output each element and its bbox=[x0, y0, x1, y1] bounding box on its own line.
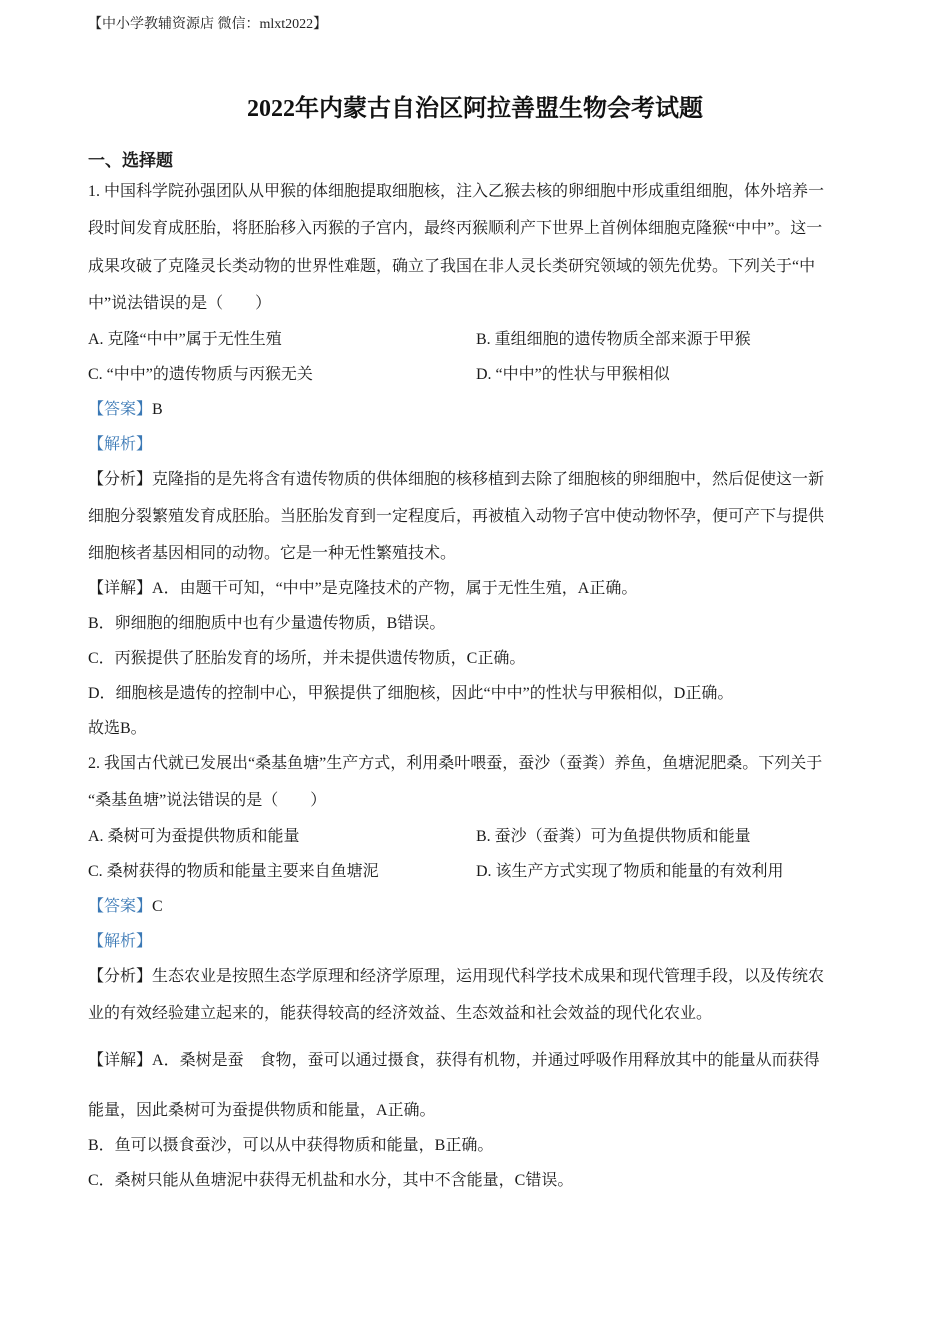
q2-xiangjie-line: C．桑树只能从鱼塘泥中获得无机盐和水分，其中不含能量，C错误。 bbox=[88, 1172, 574, 1189]
xiangjie-tag: 【详解】 bbox=[88, 1052, 153, 1069]
q2-stem-line: 2. 我国古代就已发展出“桑基鱼塘”生产方式，利用桑叶喂蚕，蚕沙（蚕粪）养鱼，鱼塘泥肥桑。下列关于 bbox=[88, 755, 823, 772]
q2-option-c: C. 桑树获得的物质和能量主要来自鱼塘泥 bbox=[88, 863, 379, 880]
q2-fenxi-line: 业的有效经验建立起来的，能获得较高的经济效益、生态效益和社会效益的现代化农业。 bbox=[88, 1005, 713, 1022]
header-note: 【中小学教辅资源店 微信：mlxt2022】 bbox=[88, 17, 328, 32]
q1-xiangjie-line bbox=[88, 578, 863, 600]
answer-tag: 【答案】 bbox=[88, 401, 153, 418]
q2-xiangjie-line bbox=[88, 1050, 863, 1072]
q1-stem-line: 段时间发育成胚胎，将胚胎移入丙猴的子宫内，最终丙猴顺利产下世界上首例体细胞克隆猴“中中”。这一 bbox=[88, 220, 823, 237]
q1-fenxi-line bbox=[88, 469, 863, 491]
answer-tag: 【答案】 bbox=[88, 898, 153, 915]
page-title: 2022年内蒙古自治区阿拉善盟生物会考试题 bbox=[247, 96, 703, 122]
fenxi-tag: 【分析】 bbox=[88, 968, 153, 985]
q2-option-b: B. 蚕沙（蚕粪）可为鱼提供物质和能量 bbox=[476, 828, 751, 845]
q1-xiangjie-line: D．细胞核是遗传的控制中心，甲猴提供了细胞核，因此“中中”的性状与甲猴相似，D正确。 bbox=[88, 685, 734, 702]
section-heading: 一、选择题 bbox=[88, 151, 173, 170]
q1-fenxi-line: 细胞分裂繁殖发育成胚胎。当胚胎发育到一定程度后，再被植入动物子宫中使动物怀孕，便可产下与提供 bbox=[88, 508, 825, 525]
q1-xiangjie-text: A．由题干可知，“中中”是克隆技术的产物，属于无性生殖，A正确。 bbox=[152, 580, 638, 597]
q1-answer-value: B bbox=[152, 401, 163, 418]
q1-option-c: C. “中中”的遗传物质与丙猴无关 bbox=[88, 366, 313, 383]
q1-analysis-tag bbox=[88, 434, 863, 456]
q2-xiangjie-text: A．桑树是蚕 食物，蚕可以通过摄食，获得有机物，并通过呼吸作用释放其中的能量从而获得 bbox=[152, 1052, 820, 1069]
q1-xiangjie-line: C．丙猴提供了胚胎发育的场所，并未提供遗传物质，C正确。 bbox=[88, 650, 526, 667]
q1-fenxi-text: 克隆指的是先将含有遗传物质的供体细胞的核移植到去除了细胞核的卵细胞中，然后促使这一新 bbox=[152, 471, 825, 488]
q2-xiangjie-line: 能量，因此桑树可为蚕提供物质和能量，A正确。 bbox=[88, 1102, 436, 1119]
q1-xiangjie-line: B．卵细胞的细胞质中也有少量遗传物质，B错误。 bbox=[88, 615, 446, 632]
q2-fenxi-text: 生态农业是按照生态学原理和经济学原理，运用现代科学技术成果和现代管理手段，以及传统农 bbox=[152, 968, 825, 985]
analysis-tag: 【解析】 bbox=[88, 933, 153, 950]
q2-option-d: D. 该生产方式实现了物质和能量的有效利用 bbox=[476, 863, 784, 880]
q1-option-b: B. 重组细胞的遗传物质全部来源于甲猴 bbox=[476, 331, 751, 348]
q1-option-a: A. 克隆“中中”属于无性生殖 bbox=[88, 331, 282, 348]
q1-option-d: D. “中中”的性状与甲猴相似 bbox=[476, 366, 670, 383]
q1-stem-line: 1. 中国科学院孙强团队从甲猴的体细胞提取细胞核，注入乙猴去核的卵细胞中形成重组细胞，体外培养一 bbox=[88, 183, 825, 200]
q1-conclusion: 故选B。 bbox=[88, 720, 147, 737]
analysis-tag: 【解析】 bbox=[88, 436, 153, 453]
q2-option-a: A. 桑树可为蚕提供物质和能量 bbox=[88, 828, 300, 845]
q2-xiangjie-line: B．鱼可以摄食蚕沙，可以从中获得物质和能量，B正确。 bbox=[88, 1137, 494, 1154]
q2-fenxi-line bbox=[88, 966, 863, 988]
q1-answer bbox=[88, 399, 863, 421]
q2-answer-value: C bbox=[152, 898, 163, 915]
q2-stem-line: “桑基鱼塘”说法错误的是（ ） bbox=[88, 792, 327, 809]
q2-answer bbox=[88, 896, 863, 918]
q1-stem-line: 中”说法错误的是（ ） bbox=[88, 295, 272, 312]
xiangjie-tag: 【详解】 bbox=[88, 580, 153, 597]
q1-fenxi-line: 细胞核者基因相同的动物。它是一种无性繁殖技术。 bbox=[88, 545, 457, 562]
fenxi-tag: 【分析】 bbox=[88, 471, 153, 488]
q2-analysis-tag bbox=[88, 931, 863, 953]
q1-stem-line: 成果攻破了克隆灵长类动物的世界性难题，确立了我国在非人灵长类研究领域的领先优势。下列关于“中 bbox=[88, 258, 816, 275]
